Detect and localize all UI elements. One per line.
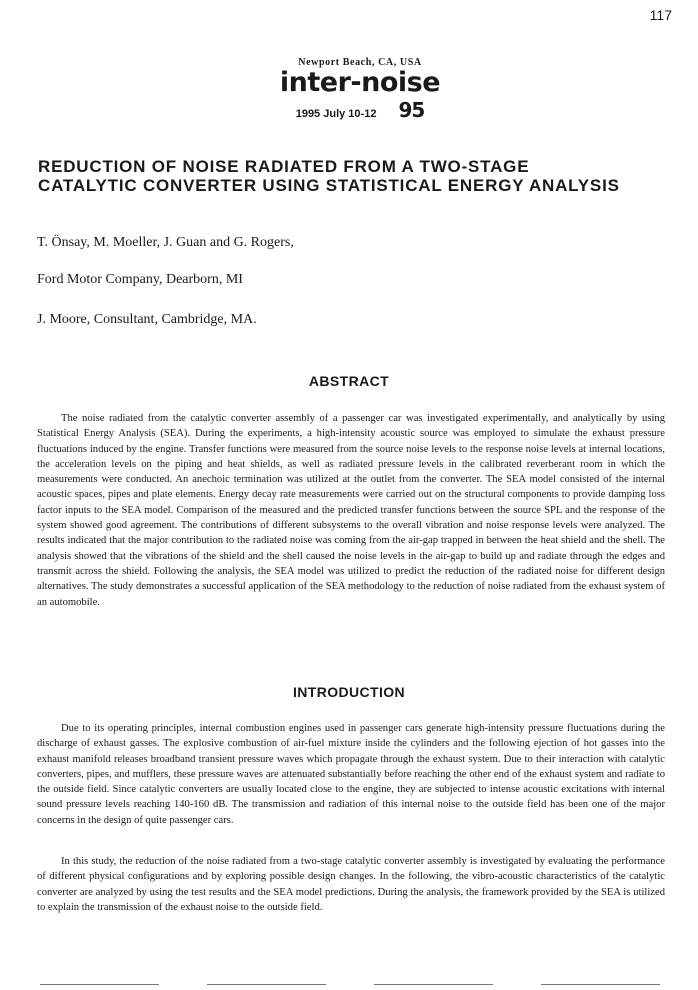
conference-logo: inter-noise <box>279 67 441 98</box>
conference-dates: 1995 July 10-12 <box>295 108 377 120</box>
page-number: 117 <box>649 7 672 23</box>
paper-title: REDUCTION OF NOISE RADIATED FROM A TWO-STAGE CATALYTIC CONVERTER USING STATISTICAL ENERGY ANALYSIS <box>38 157 620 195</box>
footer-rule-segment <box>207 984 326 985</box>
abstract-heading: ABSTRACT <box>308 373 390 389</box>
consultant-author: J. Moore, Consultant, Cambridge, MA. <box>37 312 257 327</box>
footer-rule-segment <box>40 984 159 985</box>
conference-header <box>270 57 450 122</box>
abstract-paragraph: The noise radiated from the catalytic converter assembly of a passenger car was investigated experimentally, and analytically by using Statistical Energy Analysis (SEA). During the experiments, a high-intensity acoustic source was employed to simulate the exhaust pressure fluctuations induced by the engine. Transfer functions were measured from the source noise levels to the response noise levels at internal locations, the acceleration levels on the piping and heat shields, as well as radiated pressure levels in the calibrated reverberant room in which the measurements were conducted. An anechoic termination was utilized at the outlet from the converter. The SEA model consisted of the internal acoustic spaces, pipes and plate elements. Energy decay rate measurements were carried out on the structural components to provide damping loss factor inputs to the SEA model. Comparison of the measured and the predicted transfer functions between the source SPL and the response of the system showed good agreement. The contributions of different subsystems to the overall vibration and noise response levels were analyzed. The results indicated that the major contribution to the radiated noise was coming from the air-gap trapped in between the heat shield and the shell. The analysis showed that the vibrations of the shield and the shell caused the noise levels in the air-gap to build up and radiate through the edges and transmit across the shield. Following the analysis, the SEA model was utilized to predict the reduction of the radiated noise for different design alternatives. The study demonstrates a successful application of the SEA methodology to the reduction of noise radiated from the exhaust system of an automobile. <box>37 413 665 608</box>
introduction-heading: INTRODUCTION <box>292 684 406 700</box>
introduction-paragraph-2: In this study, the reduction of the noise radiated from a two-stage catalytic converter assembly is investigated by evaluating the performance of different physical configurations and by exploring possible design changes. In the following, the vibro-acoustic characteristics of the catalytic converter are analyzed by using the test results and the SEA model predictions. During the analysis, the framework provided by the SEA is utilized to explain the transmission of the exhaust noise to the outside field. <box>37 856 665 913</box>
author-affiliation: Ford Motor Company, Dearborn, MI <box>37 272 243 287</box>
conference-dates-row <box>270 98 450 122</box>
footer-rule-segment <box>374 984 493 985</box>
introduction-paragraph-1: Due to its operating principles, internal combustion engines used in passenger cars generate high-intensity pressure fluctuations during the discharge of exhaust gasses. The explosive combustion of air-fuel mixture inside the cylinders and the following ejection of hot gasses into the exhaust manifold releases broadband transient pressure waves which propagate through the exhaust system. Due to their interaction with catalytic converters, pipes, and mufflers, these pressure waves are attenuated substantially before reaching the other end of the exhaust system and radiate to the outside field. Since catalytic converters are usually located close to the engine, they are subjected to intense acoustic excitations with internal sound pressure levels reaching 140-160 dB. The transmission and radiation of this internal noise to the outside field has been one of the major concerns in the design of quite passenger cars. <box>37 723 665 826</box>
author-list: T. Önsay, M. Moeller, J. Guan and G. Rogers, <box>37 235 294 250</box>
conference-year-mark: 95 <box>398 98 425 122</box>
conference-location: Newport Beach, CA, USA <box>298 57 422 68</box>
footer-rule <box>40 984 660 985</box>
footer-rule-segment <box>541 984 660 985</box>
